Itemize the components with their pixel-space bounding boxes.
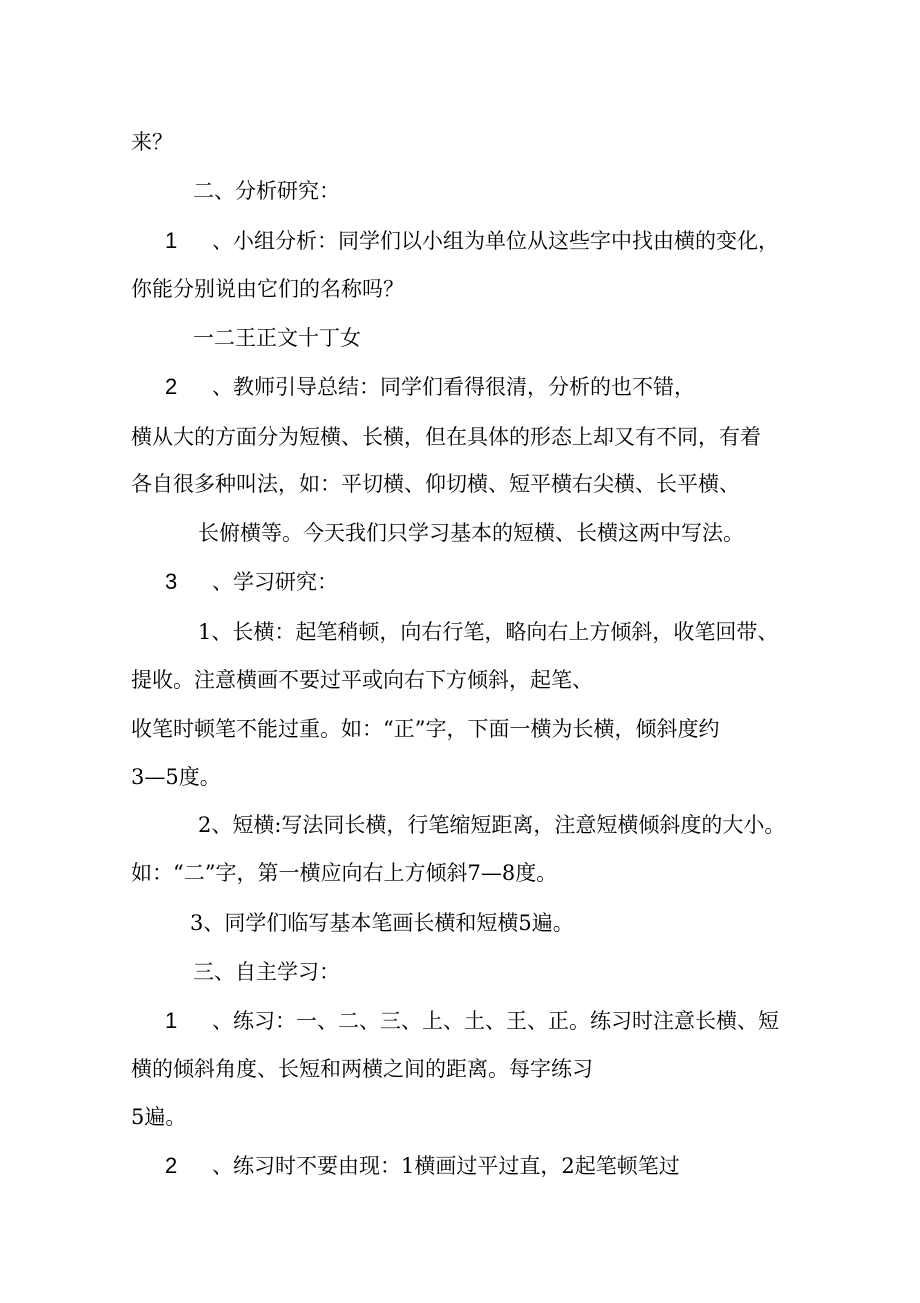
text-line: 横从大的方面分为短横、长横，但在具体的形态上却又有不同，有着 (131, 425, 761, 449)
text-line: 各自很多种叫法，如：平切横、仰切横、短平横右尖横、长平横、 (131, 472, 740, 496)
text-line: 横的倾斜角度、长短和两横之间的距离。每字练习 (131, 1057, 593, 1081)
text-line: 、小组分析：同学们以小组为单位从这些字中找由横的变化， (212, 229, 779, 253)
text-line: 提收。注意横画不要过平或向右下方倾斜，起笔、 (131, 668, 593, 692)
text-line: 1、长横：起笔稍顿，向右行笔，略向右上方倾斜，收笔回带、 (198, 620, 779, 644)
text-line: 、练习时不要由现：1横画过平过直，2起笔顿笔过 (212, 1154, 680, 1178)
text-line: 、练习：一、二、三、上、土、王、正。练习时注意长横、短 (212, 1009, 779, 1033)
text-line: 3—5度。 (131, 765, 221, 789)
text-line: 一二王正文十丁女 (193, 326, 361, 350)
text-line: 3、同学们临写基本笔画长横和短横5遍。 (190, 911, 574, 935)
text-line: 、教师引导总结：同学们看得很清，分析的也不错， (212, 375, 695, 399)
text-line: 5遍。 (131, 1105, 187, 1129)
list-number: 3 (165, 569, 178, 594)
list-number: 2 (165, 374, 178, 399)
text-line: 来？ (131, 130, 173, 154)
text-line: 2、短横:写法同长横，行笔缩短距离，注意短横倾斜度的大小。 (198, 813, 786, 837)
list-number: 2 (165, 1153, 178, 1178)
list-number: 1 (165, 1008, 178, 1033)
text-line: 长俯横等。今天我们只学习基本的短横、长横这两中写法。 (198, 521, 744, 545)
list-number: 1 (165, 228, 178, 253)
section-heading-self-study: 三、自主学习： (193, 960, 340, 984)
section-heading-analysis: 二、分析研究： (193, 179, 340, 203)
text-line: 你能分别说由它们的名称吗？ (131, 277, 404, 301)
text-line: 收笔时顿笔不能过重。如：“正”字，下面一横为长横，倾斜度约 (131, 717, 720, 741)
text-line: 如：“二”字，第一横应向右上方倾斜7—8度。 (131, 861, 558, 885)
text-line: 、学习研究： (212, 570, 338, 594)
